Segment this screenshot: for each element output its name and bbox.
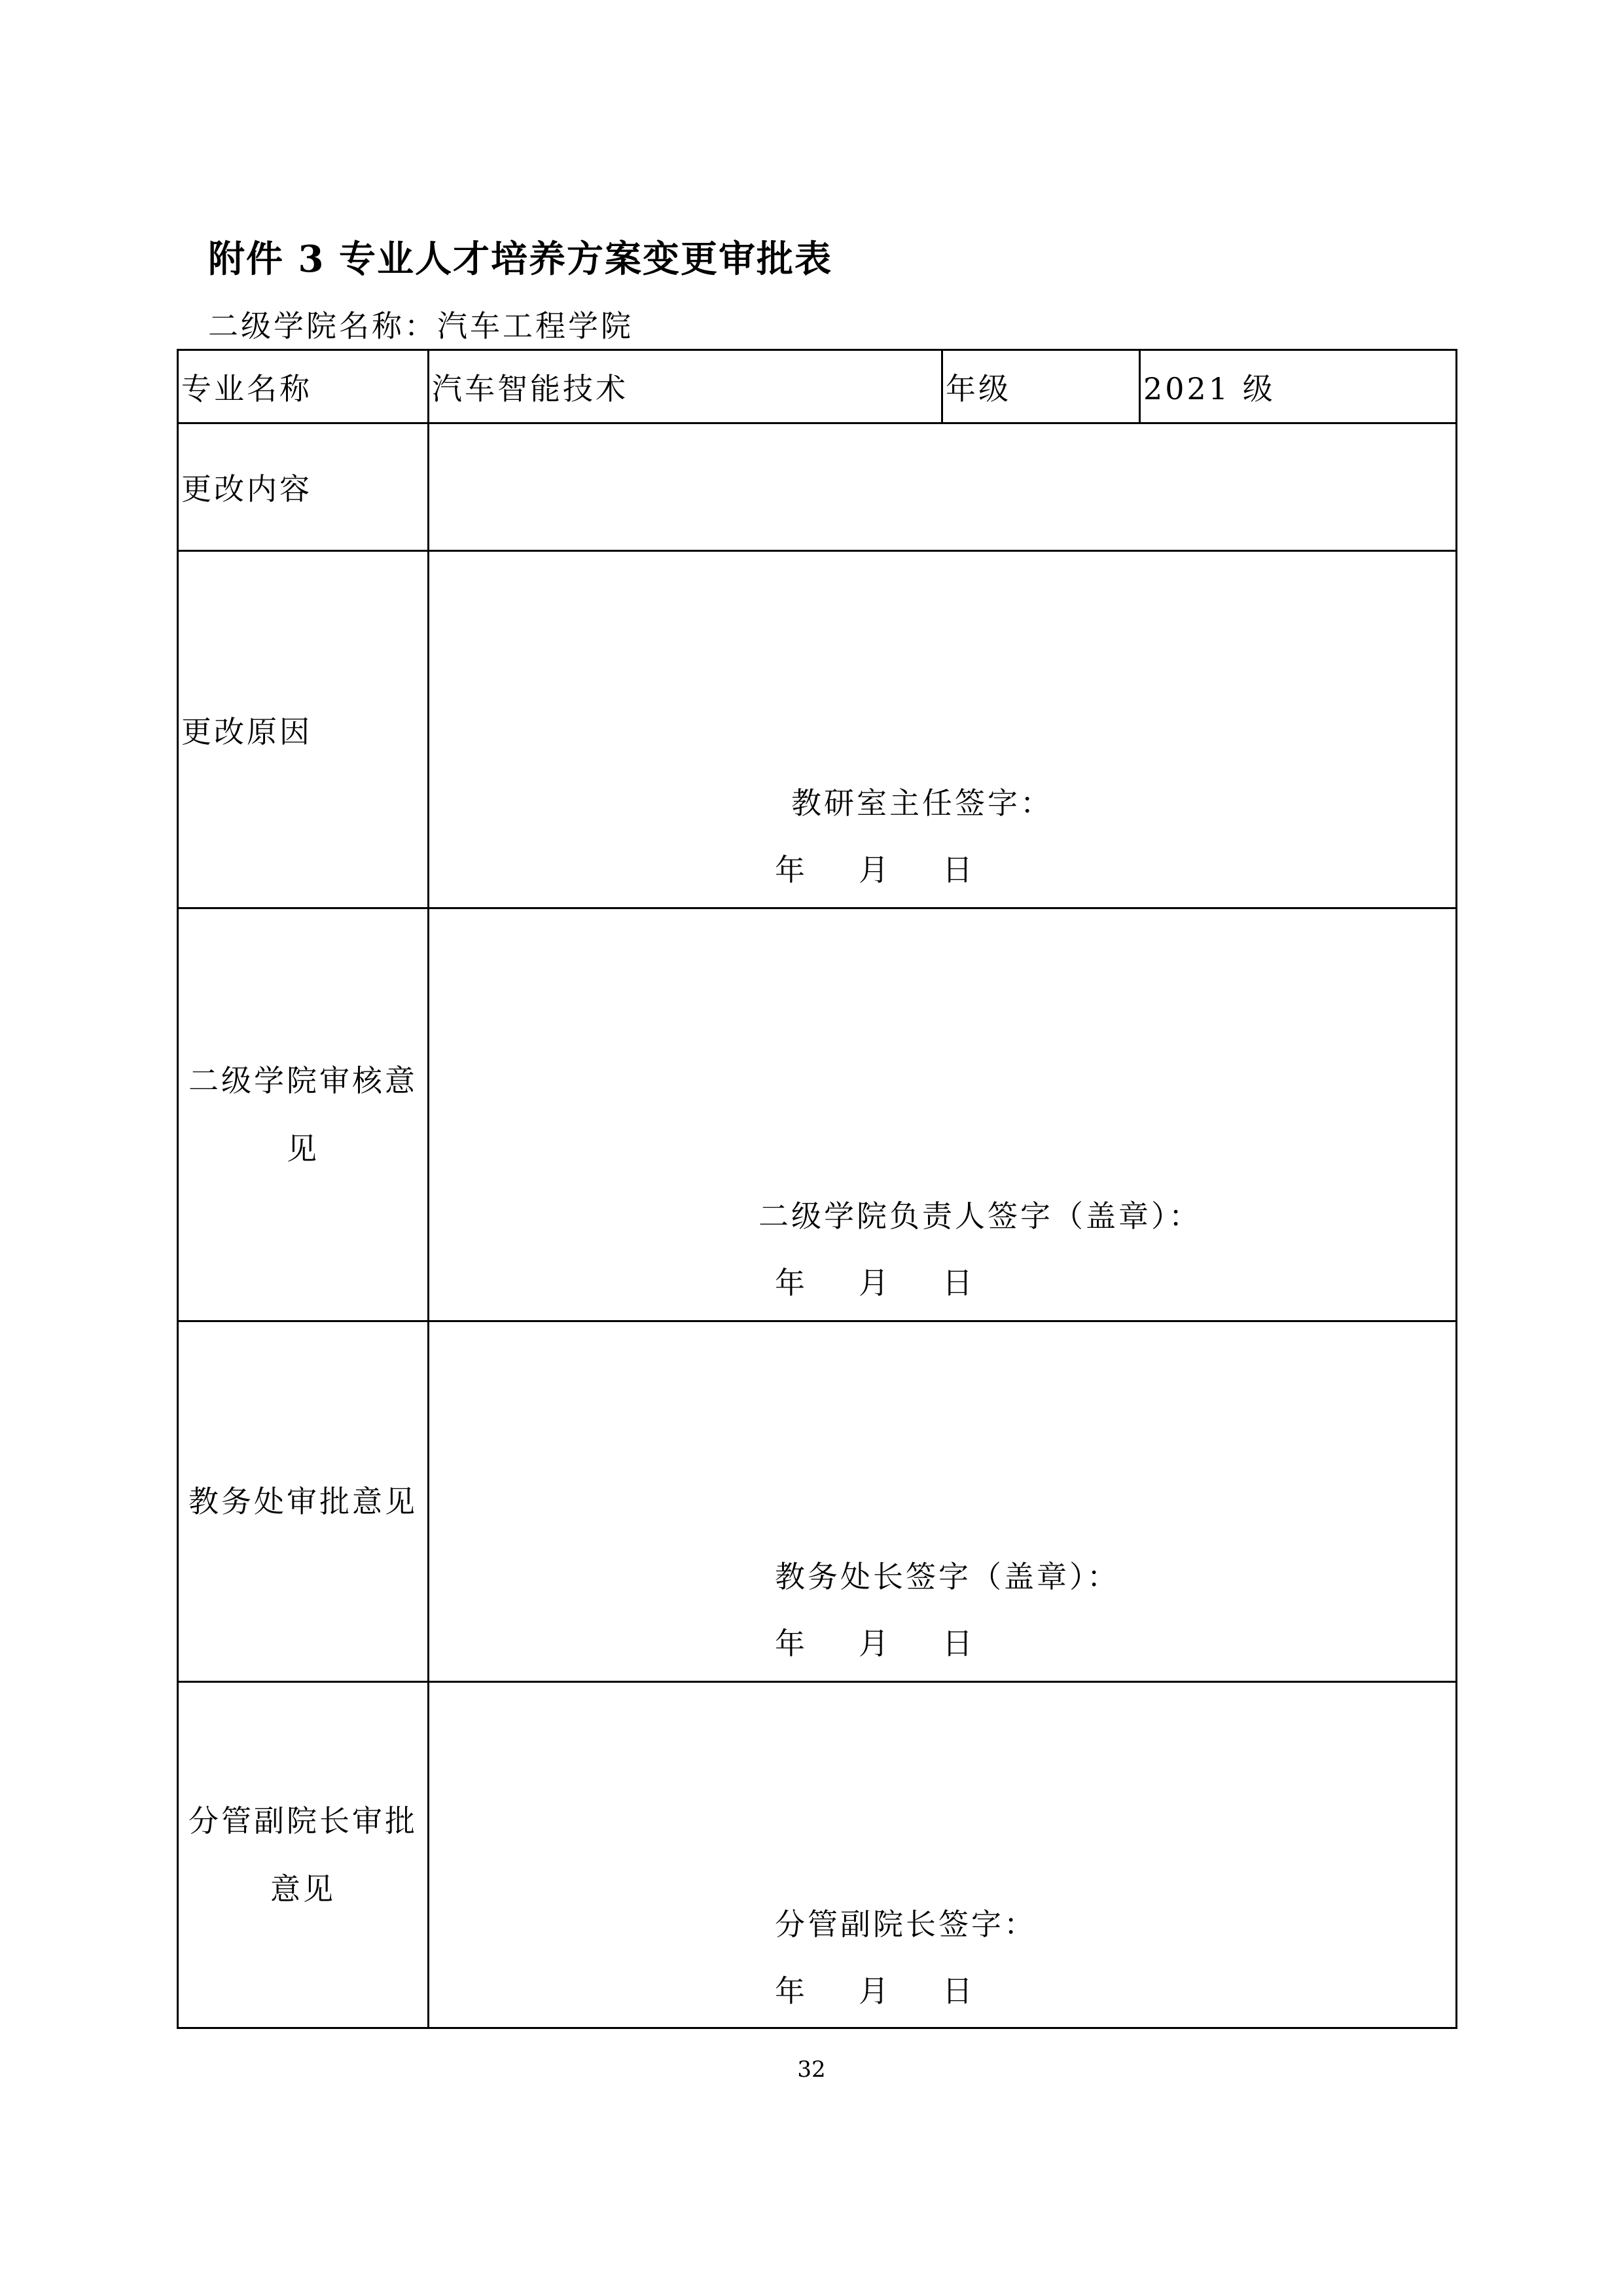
major-value[interactable]: 汽车智能技术 — [429, 350, 942, 423]
academic-affairs-label-text: 教务处审批意见 — [188, 1484, 418, 1519]
academic-affairs-row — [178, 1321, 1457, 1682]
college-review-label-line1: 二级学院审核意 — [188, 1063, 418, 1098]
college-review-date-month: 月 — [859, 1265, 891, 1300]
vice-president-date-day: 日 — [942, 1973, 975, 2009]
reason-date-month: 月 — [859, 852, 891, 888]
college-review-date-day: 日 — [942, 1265, 975, 1300]
vice-president-date-month: 月 — [859, 1973, 891, 2009]
college-review-date — [775, 1259, 975, 1302]
vice-president-date-year: 年 — [775, 1973, 808, 2009]
change-reason-field[interactable] — [429, 551, 1457, 908]
vice-president-date — [775, 1967, 975, 2011]
vice-president-label — [178, 1682, 429, 2028]
page-number: 32 — [797, 2056, 826, 2083]
college-review-row — [178, 908, 1457, 1321]
form-title: 附件 3 专业人才培养方案变更审批表 — [208, 238, 832, 281]
college-name-value: 汽车工程学院 — [437, 308, 633, 344]
change-reason-label: 更改原因 — [178, 551, 429, 908]
vice-president-field[interactable] — [429, 1682, 1457, 2028]
academic-affairs-label — [178, 1321, 429, 1682]
change-content-field[interactable] — [429, 423, 1457, 551]
major-label: 专业名称 — [178, 350, 429, 423]
college-review-label — [178, 908, 429, 1321]
college-name-line — [208, 302, 633, 346]
vice-president-row — [178, 1682, 1457, 2028]
college-review-date-year: 年 — [775, 1265, 808, 1300]
academic-affairs-date-year: 年 — [775, 1626, 808, 1661]
college-name-label: 二级学院名称： — [208, 308, 437, 344]
teaching-office-director-signature-label: 教研室主任签字： — [791, 785, 1053, 821]
college-head-signature-label: 二级学院负责人签字（盖章）： — [758, 1198, 1202, 1234]
reason-date-day: 日 — [942, 852, 975, 888]
reason-date — [775, 846, 975, 889]
academic-affairs-date — [775, 1620, 975, 1663]
college-review-label-line2: 见 — [287, 1131, 319, 1166]
academic-affairs-field[interactable] — [429, 1321, 1457, 1682]
change-content-row — [178, 423, 1457, 551]
grade-value[interactable]: 2021 级 — [1140, 350, 1457, 423]
approval-form-table — [177, 349, 1457, 2029]
change-reason-row — [178, 551, 1457, 908]
academic-affairs-date-month: 月 — [859, 1626, 891, 1661]
college-review-field[interactable] — [429, 908, 1457, 1321]
change-content-label: 更改内容 — [178, 423, 429, 551]
major-row — [178, 350, 1457, 423]
vice-president-label-line1: 分管副院长审批 — [188, 1803, 418, 1839]
vice-president-signature-label: 分管副院长签字： — [775, 1907, 1037, 1942]
reason-date-year: 年 — [775, 852, 808, 888]
academic-affairs-date-day: 日 — [942, 1626, 975, 1661]
grade-label: 年级 — [942, 350, 1140, 423]
academic-affairs-director-signature-label: 教务处长签字（盖章）： — [775, 1559, 1120, 1594]
vice-president-label-line2: 意见 — [270, 1871, 336, 1907]
